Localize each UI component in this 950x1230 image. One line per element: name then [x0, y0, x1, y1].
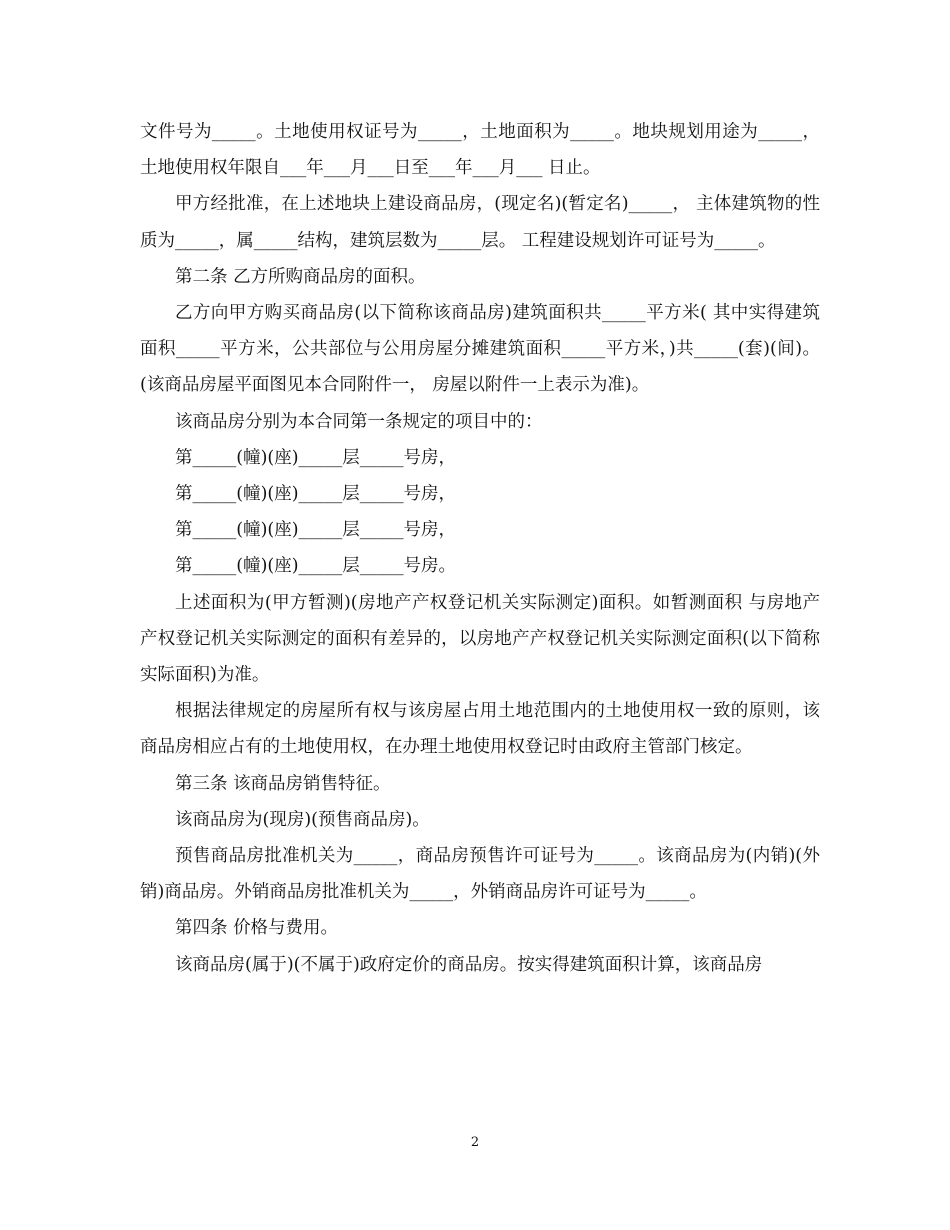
unit-line: 第_____(幢)(座)_____层_____号房。 — [175, 556, 457, 577]
unit-line: 第_____(幢)(座)_____层_____号房， — [175, 447, 457, 468]
page-number: 2 — [470, 1135, 480, 1150]
paragraph-presale-permit: 预售商品房批准机关为_____，商品房预售许可证号为_____。该商品房为(内销)(外销)商品房。外销商品房批准机关为_____，外销商品房许可证号为_____。 — [140, 846, 820, 903]
article-2-heading: 第二条 乙方所购商品房的面积。 — [175, 266, 426, 287]
paragraph-house-type: 该商品房为(现房)(预售商品房)。 — [175, 809, 430, 830]
paragraph-land-use-right: 根据法律规定的房屋所有权与该房屋占用土地范围内的土地使用权一致的原则，该商品房相应占有的土地使用权，在办理土地使用权登记时由政府主管部门核定。 — [140, 701, 820, 758]
paragraph-purchase-area: 乙方向甲方购买商品房(以下简称该商品房)建筑面积共_____平方米( 其中实得建筑面积_____平方米，公共部位与公用房屋分摊建筑面积_____平方米，)共_____(套)(间)。(该商品房屋平面图见本合同附件一， 房屋以附件一上表示为准)。 — [140, 303, 820, 396]
paragraph-building-approval: 甲方经批准，在上述地块上建设商品房，(现定名)(暂定名)_____， 主体建筑物的性质为_____，属_____结构，建筑层数为_____层。 工程建设规划许可证号为_____。 — [140, 194, 820, 251]
unit-line: 第_____(幢)(座)_____层_____号房， — [175, 484, 457, 505]
article-4-heading: 第四条 价格与费用。 — [175, 918, 339, 939]
paragraph-area-measurement: 上述面积为(甲方暂测)(房地产产权登记机关实际测定)面积。如暂测面积 与房地产产权登记机关实际测定的面积有差异的，以房地产产权登记机关实际测定面积(以下简称实际面积)为准。 — [140, 592, 820, 686]
paragraph-pricing: 该商品房(属于)(不属于)政府定价的商品房。按实得建筑面积计算，该商品房 — [175, 954, 763, 975]
paragraph-land-info: 文件号为_____。土地使用权证号为_____，土地面积为_____。地块规划用途为_____，土地使用权年限自___年___月___日至___年___月___ 日止。 — [140, 122, 820, 179]
paragraph-unit-intro: 该商品房分别为本合同第一条规定的项目中的： — [175, 411, 543, 432]
document-body — [140, 114, 820, 983]
unit-line: 第_____(幢)(座)_____层_____号房， — [175, 520, 457, 541]
article-3-heading: 第三条 该商品房销售特征。 — [175, 773, 391, 794]
